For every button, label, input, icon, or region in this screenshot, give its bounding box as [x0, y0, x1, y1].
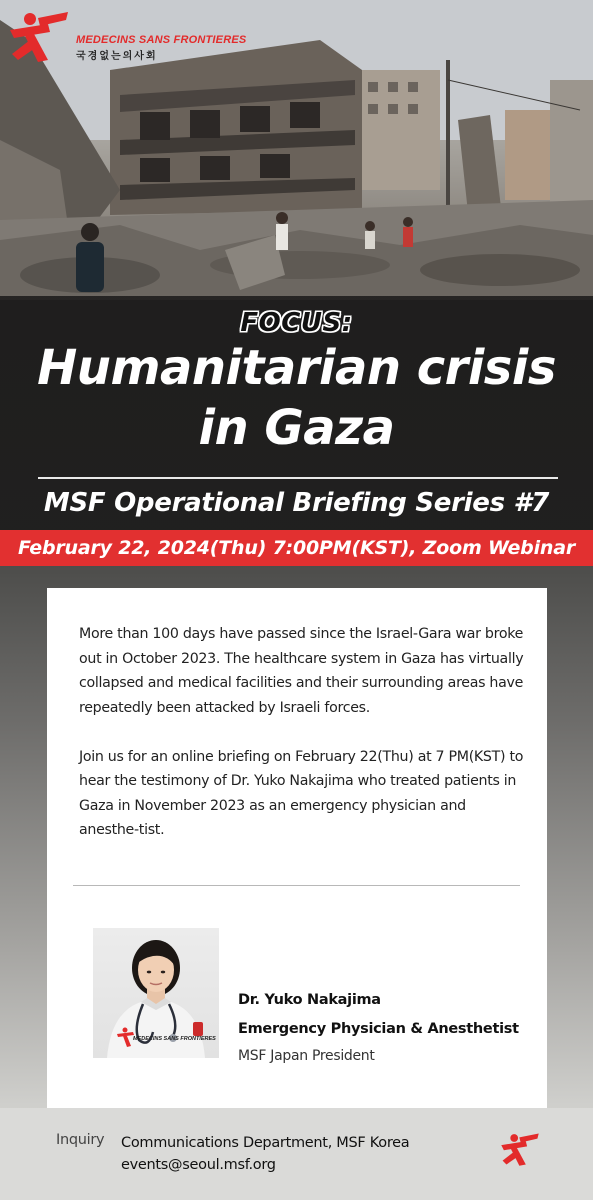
speaker-name: Dr. Yuko Nakajima	[238, 992, 381, 1008]
msf-footer-logo-icon	[500, 1132, 540, 1166]
speaker-info	[238, 986, 538, 1068]
page-title	[0, 338, 593, 458]
brand-name-en: MEDECINS SANS FRONTIERES	[76, 34, 247, 46]
title-divider	[38, 477, 558, 479]
speaker-role: Emergency Physician & Anesthetist	[238, 1021, 519, 1037]
msf-running-man-icon	[8, 10, 70, 62]
msf-logo	[8, 10, 246, 62]
intro-text	[79, 622, 525, 843]
series-subtitle: MSF Operational Briefing Series #7	[43, 488, 550, 518]
inquiry-email-link[interactable]: events@seoul.msf.org	[121, 1157, 276, 1173]
brand-name-kr: 국경없는의사회	[76, 51, 158, 62]
event-date-bar	[0, 530, 593, 566]
speaker-photo	[93, 928, 219, 1058]
info-card	[47, 588, 547, 1108]
speaker-portrait-image	[93, 928, 219, 1058]
speaker-organization: MSF Japan President	[238, 1048, 375, 1064]
event-date-text: February 22, 2024(Thu) 7:00PM(KST), Zoom Webinar	[17, 537, 576, 559]
title-line-2: in Gaza	[198, 400, 395, 456]
hero-banner	[0, 0, 593, 560]
focus-label-text: FOCUS:	[240, 308, 353, 338]
inquiry-contact	[121, 1132, 409, 1176]
shirt-logo-text: MEDECINS SANS FRONTIERES	[133, 1036, 216, 1042]
footer	[0, 1108, 593, 1200]
focus-label	[0, 308, 593, 338]
card-divider	[73, 885, 520, 886]
intro-paragraph-2: Join us for an online briefing on February 22(Thu) at 7 PM(KST) to hear the testimony of Dr. Yuko Nakajima who treated patients in Gaza in November 2023 as an emergency physician and anesthe-tist.	[79, 748, 524, 838]
title-line-1: Humanitarian crisis	[37, 340, 556, 396]
inquiry-label: Inquiry	[56, 1132, 105, 1148]
intro-paragraph-1: More than 100 days have passed since the Israel-Gara war broke out in October 2023. The healthcare system in Gaza has virtually collapsed and medical facilities and their surrounding areas have repeatedly been attacked by Israeli forces.	[79, 626, 524, 716]
inquiry-department: Communications Department, MSF Korea	[121, 1135, 410, 1151]
